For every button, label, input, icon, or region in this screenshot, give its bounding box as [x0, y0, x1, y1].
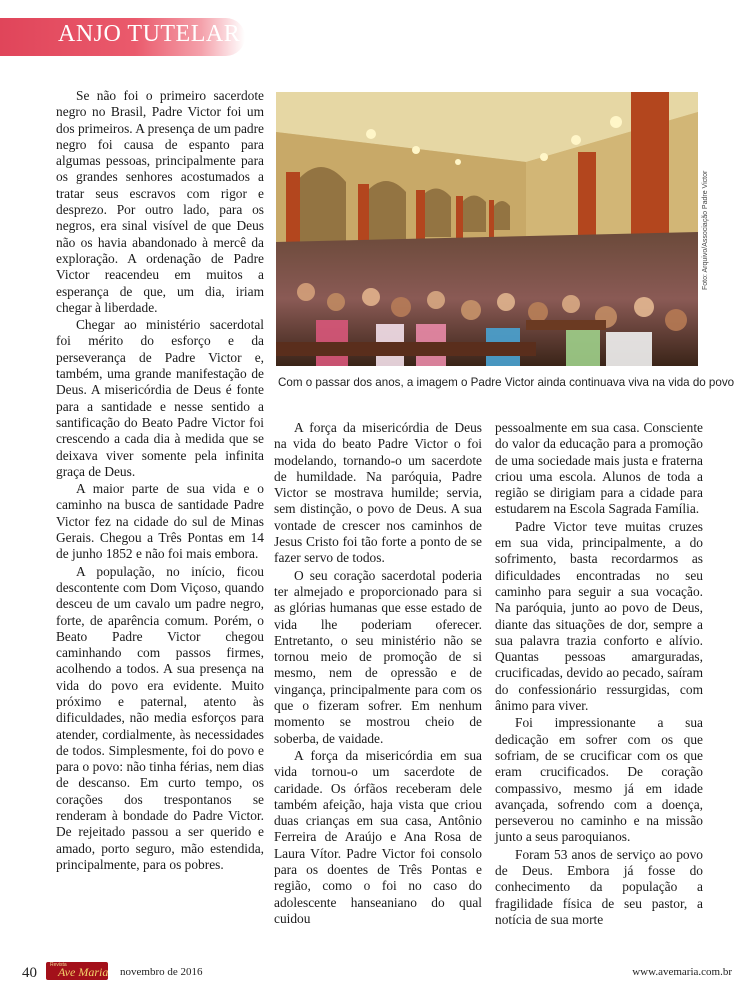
text-column-3: [495, 420, 703, 929]
logo-title-text: Ave Maria: [58, 965, 109, 979]
paragraph: A força da misericórdia de Deus na vida do beato Padre Victor o foi modelando, tornando-o um sacerdote de humildade. Na paróquia, Padre Victor se mostrava humilde; servia, sem distinção, o povo de Deus. A sua vontade de crescer nos caminhos de Jesus Cristo foi tão forte a ponto de se fazer servo de todos.: [274, 420, 482, 566]
paragraph: pessoalmente em sua casa. Consciente do valor da educação para a promoção de uma sociedade mais justa e fraterna criou uma escola. Alunos de toda a região se dirigiam para a cidade para estudarem na Escola Sagrada Família.: [495, 420, 703, 517]
photo-caption: Com o passar dos anos, a imagem o Padre Victor ainda continuava viva na vida do povo: [278, 376, 735, 389]
section-title: ANJO TUTELAR: [58, 21, 241, 47]
magazine-logo: [46, 962, 108, 980]
paragraph: Se não foi o primeiro sacerdote negro no Brasil, Padre Victor foi um dos primeiros. A presença de um padre negro foi causa de espanto para algumas pessoas, principalmente para os grandes senhores acostumados a tratar seus escravos com rigor e desprezo. Por outro lado, para os negros, era sinal visível de que Deus não os havia abandonado à mercê da exploração. A ordenação de Padre Victor reacendeu em muitos a esperança de que, um dia, iriam chegar à liberdade.: [56, 88, 264, 315]
paragraph: A força da misericórdia em sua vida tornou-o um sacerdote de caridade. Os órfãos receberam dele também afeição, haja vista que criou duas crianças em sua casa, Antônio Ferreira de Araújo e Ana Rosa de Laura Vítor. Padre Victor foi consolo para os doentes de Três Pontas e região, como o foi no caso do adolescente hanseaniano do qual cuidou: [274, 747, 482, 926]
church-interior-illustration: [276, 92, 698, 366]
page-number: 40: [22, 965, 37, 981]
paragraph: Foi impressionante a sua dedicação em sofrer com os que sofriam, de se crucificar com os que eram crucificados. De coração compassivo, mesmo já em idade avançada, sofrendo com a doença, perseverou no caminho e na missão junto a seus paroquianos.: [495, 715, 703, 845]
paragraph: A população, no início, ficou descontente com Dom Viçoso, quando desceu de um cavalo um padre negro, forte, de aparência comum. Porém, o Beato Padre Victor chegou caminhando com passos firmes, acolhendo a todos. A sua presença na vida do povo era evidente. Muito próximo e paternal, atento às dificuldades, não media esforços para atender, cordialmente, às necessidades de todos. Simplesmente, foi do povo e para o povo: não tinha férias, nem dias de descanso. Em curto tempo, os corações dos trespontanos se renderam à bondade do Padre Victor. De rejeitado passou a ser querido e amado, porto seguro, mão estendida, principalmente, para os pobres.: [56, 563, 264, 872]
website-url: www.avemaria.com.br: [632, 966, 732, 978]
section-banner: [0, 18, 245, 56]
paragraph: Foram 53 anos de serviço ao povo de Deus. Embora já fosse do conhecimento da população a fragilidade física de seu pastor, a notícia de sua morte: [495, 846, 703, 927]
photo-credit: Foto: Arquivo/Associação Padre Victor: [702, 170, 709, 290]
paragraph: Padre Victor teve muitas cruzes em sua vida, principalmente, a do sofrimento, basta recordarmos as dificuldades encontradas no seu caminho para seguir a sua vocação. Na paróquia, junto ao povo de Deus, diante das situações de dor, sempre a sua palavra trazia conforto e alívio. Quantas pessoas amarguradas, crucificadas, devido ao pecado, saíram do confessionário ressurgidas, com ânimo para viver.: [495, 518, 703, 714]
text-column-2: [274, 420, 482, 928]
church-crowd-photo: [276, 92, 698, 366]
issue-date: novembro de 2016: [120, 966, 203, 978]
paragraph: O seu coração sacerdotal poderia ter almejado e proporcionado para si as glórias humanas que esse estado de vida lhe poderiam oferecer. Entretanto, o seu ministério não se tornou meio de promoção de si mesmo, nem de opressão e de vingança, principalmente para com os que o fizeram sofrer. Em nenhum momento se mostrou cheio de soberba, de vaidade.: [274, 567, 482, 746]
paragraph: A maior parte de sua vida e o caminho na busca de santidade Padre Victor fez na cidade do sul de Minas Gerais. Chegou a Três Pontas em 14 de junho 1852 e não foi mais embora.: [56, 481, 264, 562]
text-column-1: [56, 88, 264, 874]
logo-small-text: Revista: [50, 962, 67, 968]
paragraph: Chegar ao ministério sacerdotal foi mérito do esforço e da perseverança de Padre Victor e, também, uma grande manifestação de Deus. A misericórdia de Deus é fonte para a santidade e nesse sentido a santificação do Beato Padre Victor foi crescendo a cada dia à medida que se deixava viver somente pela infinita graça de Deus.: [56, 317, 264, 479]
